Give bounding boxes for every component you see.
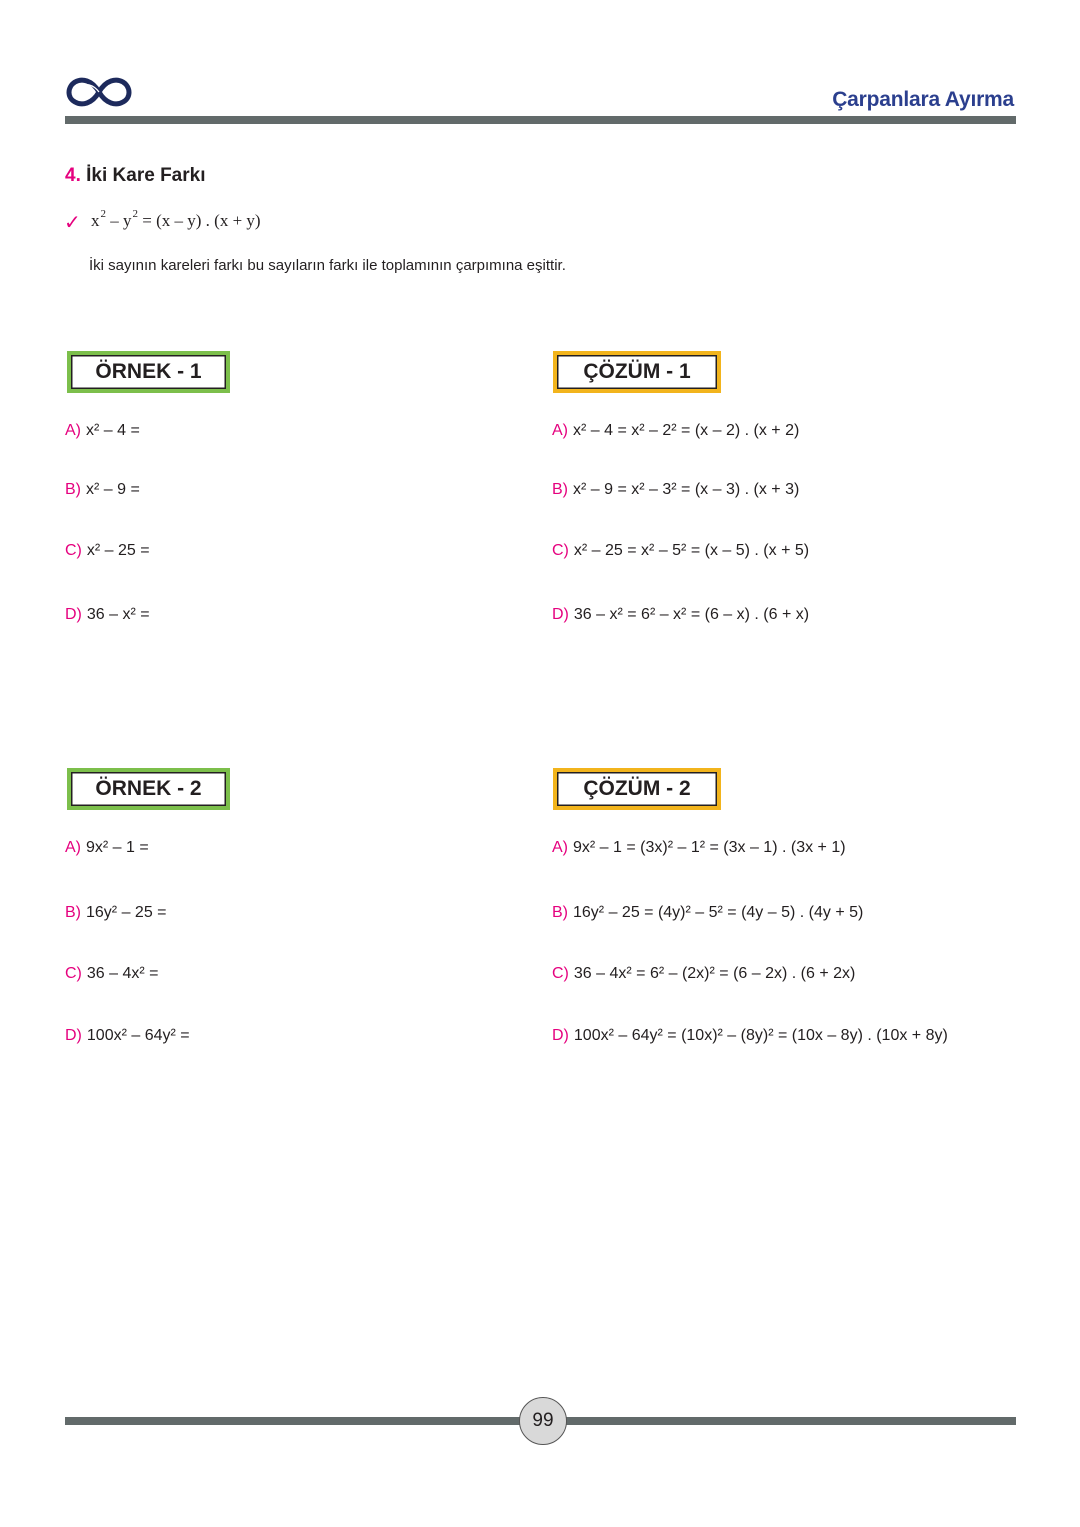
example-1-item-d: D) 36 – x² = xyxy=(65,606,150,623)
solution-1-title: ÇÖZÜM - 1 xyxy=(583,360,691,383)
checkmark-icon: ✓ xyxy=(64,212,81,234)
solution-2-title: ÇÖZÜM - 2 xyxy=(583,777,691,800)
section-heading xyxy=(65,165,205,187)
solution-1-item-b: B) x² – 9 = x² – 3² = (x – 3) . (x + 3) xyxy=(552,481,800,498)
example-1-item-c: C) x² – 25 = xyxy=(65,542,150,559)
solution-1-item-c: C) x² – 25 = x² – 5² = (x – 5) . (x + 5) xyxy=(552,542,810,559)
solution-1-item-d: D) 36 – x² = 6² – x² = (6 – x) . (6 + x) xyxy=(552,606,810,623)
example-2-item-b: B) 16y² – 25 = xyxy=(65,904,167,921)
page-number: 99 xyxy=(519,1397,567,1445)
header-rule xyxy=(65,116,1016,124)
solution-2-item-a: A) 9x² – 1 = (3x)² – 1² = (3x – 1) . (3x + 1) xyxy=(552,839,846,856)
example-1-title-box xyxy=(67,351,230,393)
example-2-item-c: C) 36 – 4x² = xyxy=(65,965,159,982)
header-title: Çarpanlara Ayırma xyxy=(832,88,1014,111)
identity-formula: $x^2 - y^2 = (x - y)$ . (x + y) xyxy=(91,208,261,230)
example-2-title-box xyxy=(67,768,230,810)
solution-1-title-box xyxy=(553,351,721,393)
example-2-item-d: D) 100x² – 64y² = xyxy=(65,1027,190,1044)
infinity-logo-icon xyxy=(64,72,134,112)
solution-2-title-box xyxy=(553,768,721,810)
section-title: İki Kare Farkı xyxy=(86,165,206,186)
solution-2-item-c: C) 36 – 4x² = 6² – (2x)² = (6 – 2x) . (6 + 2x) xyxy=(552,965,856,982)
solution-2-item-b: B) 16y² – 25 = (4y)² – 5² = (4y – 5) . (4y + 5) xyxy=(552,904,864,921)
solution-2-item-d: D) 100x² – 64y² = (10x)² – (8y)² = (10x – 8y) . (10x + 8y) xyxy=(552,1027,948,1044)
section-number: 4. xyxy=(65,165,81,186)
example-1-item-b: B) x² – 9 = xyxy=(65,481,140,498)
example-1-title: ÖRNEK - 1 xyxy=(95,360,202,383)
example-2-title: ÖRNEK - 2 xyxy=(95,777,202,800)
identity-description: İki sayının kareleri farkı bu sayıların farkı ile toplamının çarpımına eşittir. xyxy=(89,257,566,274)
solution-1-item-a: A) x² – 4 = x² – 2² = (x – 2) . (x + 2) xyxy=(552,422,800,439)
example-2-item-a: A) 9x² – 1 = xyxy=(65,839,149,856)
example-1-item-a: A) x² – 4 = xyxy=(65,422,140,439)
